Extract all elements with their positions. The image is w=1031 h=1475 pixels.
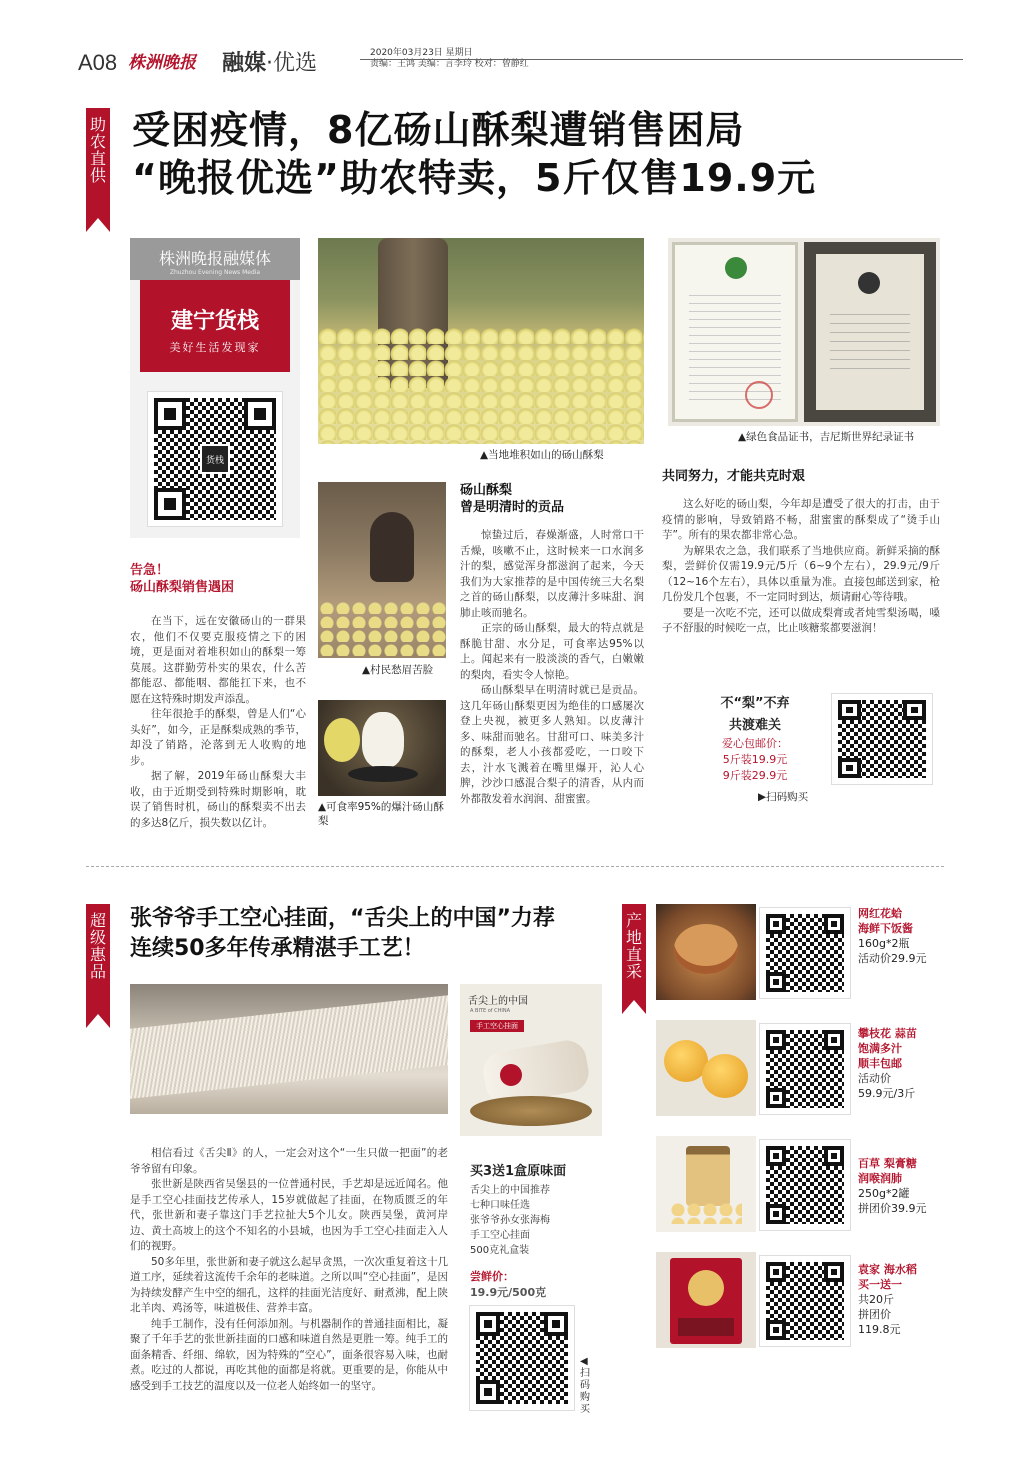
tag-help-farmers: 助农直供 <box>86 108 110 218</box>
article3-paragraph: 要是一次吃不完，还可以做成梨膏或者炖雪梨汤喝，嗓子不舒服的时候吃一点，比止咳糖浆都要滋润！ <box>662 606 940 634</box>
noodle-paragraph: 相信看过《舌尖Ⅱ》的人，一定会对这个“一生只做一把面”的老爷爷留有印象。 <box>130 1147 448 1175</box>
basket <box>470 1096 592 1126</box>
qr-badge: 货栈 <box>200 444 230 474</box>
pear-qr-code[interactable] <box>832 694 932 784</box>
product-name: 网红花蛤 <box>858 907 902 920</box>
brand-card <box>130 238 300 538</box>
clam-product <box>858 906 927 966</box>
qr-finder-icon <box>244 398 276 430</box>
pears-in-crate <box>318 600 446 658</box>
noodle-scan-label[interactable]: ◀扫码购买 <box>580 1356 590 1415</box>
noodle-article <box>130 1146 448 1394</box>
product-detail: 共20斤 <box>858 1293 894 1306</box>
article-together <box>662 468 940 637</box>
article-tribute <box>460 482 644 807</box>
guinness-emblem-icon <box>858 272 880 294</box>
rice-qr-code[interactable] <box>760 1256 850 1346</box>
promo-line1: 不“梨”不弃 <box>720 696 790 711</box>
pears <box>318 328 644 444</box>
article2-paragraph: 砀山酥梨早在明清时就已是贡品。这几年砀山酥梨更因为绝佳的口感屡次登上央视，被更多人熟知。以皮薄汁多、味甜而驰名。甘甜可口、味美多汁的酥梨，老人小孩都爱吃，一口咬下去，汁水飞溅着在嘴里爆开，沁人心脾，沙沙口感混合梨子的清香，从内而外都散发着水润润、甜蜜蜜。 <box>460 684 644 805</box>
promo-line2: 共渡难关 <box>728 718 781 733</box>
article3-title: 共同努力，才能共克时艰 <box>662 469 806 484</box>
product-name: 买一送一 <box>858 1278 902 1291</box>
noodle-photo <box>130 984 448 1114</box>
tag-super-deal: 超级惠品 <box>86 904 110 1014</box>
noodle-strands <box>130 995 448 1098</box>
bundle-seal-icon <box>500 1064 522 1086</box>
caption-juice: ▲可食率95%的爆汁砀山酥梨 <box>318 801 444 827</box>
offer-line: 500克礼盒装 <box>470 1245 530 1256</box>
clam-qr-code[interactable] <box>760 908 850 998</box>
article2-paragraph: 惊蛰过后，春燥渐盛，人时常口干舌燥，咳嗽不止，这时候来一口水润多汁的梨，感觉浑身都滋润了起来，今天我们为大家推荐的是中国传统三大名梨之首的砀山酥梨，以皮薄汁多味甜、润肺止咳而驰名。 <box>460 529 644 619</box>
caption-farmer: ▲村民愁眉苦脸 <box>362 664 434 676</box>
product-name: 润喉润肺 <box>858 1172 902 1185</box>
qr-finder-icon <box>903 700 926 720</box>
offer-title: 买3送1盒原味面 <box>470 1164 567 1179</box>
noodle-headline1: 张爷爷手工空心挂面，“舌尖上的中国”力荐 <box>130 906 555 931</box>
headline-line1: 受困疫情，8亿砀山酥梨遭销售困局 <box>132 108 745 152</box>
offer-line: 手工空心挂面 <box>470 1230 530 1241</box>
article2-paragraph: 正宗的砀山酥梨，最大的特点就是酥脆甘甜、水分足，可食率达95%以上。闻起来有一股淡淡的香气，白嫩嫩的梨肉，看实令人惊艳。 <box>460 622 644 681</box>
seal-icon <box>745 381 773 409</box>
whole-pear <box>324 718 360 762</box>
section-light: 优选 <box>273 51 318 76</box>
product-price: 59.9元/3斤 <box>858 1087 916 1100</box>
product-name: 攀枝花 蒜苗 <box>858 1027 917 1040</box>
headline-line2: “晚报优选”助农特卖，5斤仅售19.9元 <box>132 156 817 200</box>
header-rule <box>360 59 963 60</box>
qr-finder-icon <box>544 1312 568 1336</box>
noodle-offer <box>470 1160 610 1300</box>
farmer-figure <box>370 512 414 582</box>
qr-finder-icon <box>476 1380 500 1404</box>
certificates-photo <box>668 238 940 426</box>
tag-origin-direct: 产地直采 <box>622 904 646 1000</box>
peeled-pear <box>362 712 404 768</box>
rice-photo <box>656 1252 756 1348</box>
section-divider <box>86 866 944 867</box>
product-name: 饱满多汁 <box>858 1042 902 1055</box>
product-name: 顺丰包邮 <box>858 1057 902 1070</box>
article1-paragraph: 往年很抢手的酥梨，曾是人们“心头好”，如今，正是酥梨成熟的季节，却没了销路，沦落到无人收购的地步。 <box>130 708 306 767</box>
qr-finder-icon <box>838 758 861 778</box>
noodle-paragraph: 纯手工制作，没有任何添加剂。与机器制作的普通挂面相比，凝聚了千年手艺的张世新挂面的口感和味道自然是更胜一筹。纯手工的面条精香、纤细、绵软，因为特殊的“空心”，面条很容易入味，也耐煮。吃过的人都说，再吃其他的面都是将就。更重要的是，你能从中感受到手工技艺的温度以及一位老人始终如一的坚守。 <box>130 1317 448 1392</box>
bowl <box>348 766 418 782</box>
product-name: 袁家 海水稻 <box>858 1263 917 1276</box>
product-detail: 160g*2瓶 <box>858 937 910 950</box>
section-title <box>222 46 317 77</box>
product-detail: 活动价 <box>858 1072 891 1085</box>
section-bold: 融媒 <box>222 51 267 76</box>
qr-finder-icon <box>838 700 861 720</box>
promo-price-label: 爱心包邮价： <box>722 737 788 750</box>
product-name: 海鲜下饭酱 <box>858 922 913 935</box>
offer-line: 七种口味任选 <box>470 1200 530 1211</box>
noodle-headline2: 连续50多年传承精湛手工艺！ <box>130 936 425 961</box>
package-label: 手工空心挂面 <box>470 1020 524 1032</box>
package-title: 舌尖上的中国 <box>468 996 528 1007</box>
noodle-paragraph: 张世新是陕西省吴堡县的一位普通村民，手艺却是远近闻名。他是手工空心挂面技艺传承人，15岁就做起了挂面，在物质匮乏的年代，张世新和妻子靠这门手艺拉扯大5个儿女。陕西吴堡，黄河岸边、黄土高坡上的这个不知名的小县城，也因为手工空心挂面走入人们的视野。 <box>130 1178 448 1252</box>
product-price: 拼团价39.9元 <box>858 1202 927 1215</box>
pear-candy-product <box>858 1156 927 1216</box>
loquat-photo <box>656 1020 756 1116</box>
section-sep: · <box>266 51 274 76</box>
rice-product <box>858 1262 917 1337</box>
pear-pile-photo <box>318 238 644 444</box>
peeled-pear-photo <box>318 700 446 796</box>
product-price: 119.8元 <box>858 1323 901 1336</box>
pear-candy-photo <box>656 1136 756 1232</box>
green-food-logo-icon <box>725 257 747 279</box>
clam-sauce-photo <box>656 904 756 1000</box>
farmer-photo <box>318 482 446 658</box>
product-name: 百草 梨膏糖 <box>858 1157 917 1170</box>
media-title: 株洲晚报融媒体 Zhuzhou Evening News Media <box>130 238 300 280</box>
promo-price2: 9斤装29.9元 <box>722 769 788 782</box>
shop-banner <box>140 280 290 372</box>
caption-certificates: ▲绿色食品证书，吉尼斯世界纪录证书 <box>738 431 915 443</box>
article3-paragraph: 为解果农之急，我们联系了当地供应商。新鲜采摘的酥梨，尝鲜价仅需19.9元/5斤（6~9个左右），29.9元/9斤（12~16个左右），具体以重量为准。直接包邮送到家，枪几份发几个包裹，不一定同时到达，烦请耐心等待哦。 <box>662 544 940 603</box>
date: 2020年03月23日 星期日 <box>370 48 473 58</box>
loquat-qr-code[interactable] <box>760 1024 850 1114</box>
editors: 责编：王鸿 美编：言李玲 校对：曾静红 <box>370 59 529 69</box>
rice-bag-logo-icon <box>688 1270 724 1306</box>
guinness-certificate <box>804 242 936 422</box>
product-detail: 拼团价 <box>858 1308 891 1321</box>
shop-qr-code[interactable] <box>148 392 282 526</box>
loquat-product <box>858 1026 917 1101</box>
article3-paragraph: 这么好吃的砀山梨，今年却是遭受了很大的打击，由于疫情的影响，导致销路不畅，甜蜜蜜的酥梨成了“烫手山芋”。所有的果农都非常心急。 <box>662 498 940 541</box>
shop-slogan: 美好生活发现家 <box>169 341 261 354</box>
noodle-package-photo <box>460 984 602 1136</box>
article2-title2: 曾是明清时的贡品 <box>460 500 565 515</box>
pear-scan-label[interactable]: ▶扫码购买 <box>758 791 809 803</box>
noodle-paragraph: 50多年里，张世新和妻子就这么起早贪黑，一次次重复着这十几道工序，延续着这流传千余年的老味道。之所以叫“空心挂面”，是因为持续发酵产生中空的细孔，这样的挂面光洁度好、耐煮沸，配上陕北羊肉、鸡汤等，味道极佳、营养丰富。 <box>130 1255 448 1314</box>
green-food-certificate <box>672 242 798 422</box>
article2-title1: 砀山酥梨 <box>460 483 513 498</box>
article1-paragraph: 据了解，2019年砀山酥梨大丰收，由于近期受到特殊时期影响，耽误了销售时机，砀山的酥梨卖不出去的多达8亿斤，损失数以亿计。 <box>130 770 306 829</box>
qr-finder-icon <box>476 1312 500 1336</box>
article1-title1: 告急！ <box>130 563 170 578</box>
package-sub: A BITE of CHINA <box>470 1008 511 1014</box>
pear-promo <box>690 692 820 783</box>
article1-paragraph: 在当下，远在安徽砀山的一群果农，他们不仅要克服疫情之下的困境，更是面对着堆积如山的酥梨一筹莫展。这群勤劳朴实的果农，什么苦都能忍、都能咽、都能扛下来，也不愿在这特殊时期发声添乱。 <box>130 615 306 705</box>
pear-candy-qr-code[interactable] <box>760 1140 850 1230</box>
shop-name: 建宁货栈 <box>170 309 259 334</box>
qr-finder-icon <box>154 488 186 520</box>
product-price: 活动价29.9元 <box>858 952 927 965</box>
promo-price1: 5斤装19.9元 <box>722 753 788 766</box>
offer-price: 19.9元/500克 <box>470 1286 547 1299</box>
paper-logo: 株洲晚报 <box>128 53 196 73</box>
page-number: A08 <box>78 50 118 75</box>
caption-pears: ▲当地堆积如山的砀山酥梨 <box>480 449 604 461</box>
noodle-qr-code[interactable] <box>470 1306 574 1410</box>
product-detail: 250g*2罐 <box>858 1187 910 1200</box>
offer-line: 舌尖上的中国推荐 <box>470 1185 550 1196</box>
article1-title2: 砀山酥梨销售遇困 <box>130 580 235 595</box>
qr-finder-icon <box>154 398 186 430</box>
offer-price-label: 尝鲜价： <box>470 1270 514 1283</box>
offer-line: 张爷爷孙女张海梅 <box>470 1215 550 1226</box>
article-urgent <box>130 562 306 831</box>
